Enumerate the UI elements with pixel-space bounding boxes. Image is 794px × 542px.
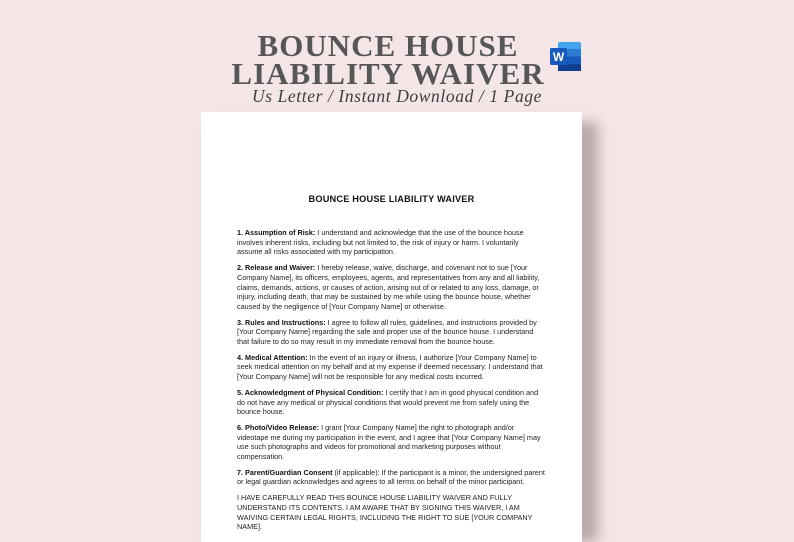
section-text: In the event of an injury or illness, I authorize [Your Company Name] to seek medical attention on my behalf and at my expense if deemed necessary. I understand that [Your Company Name] will not be responsible for any medical costs incurred.: [237, 352, 543, 382]
section-heading: 7. Parent/Guardian Consent: [237, 467, 333, 477]
section-heading: 3. Rules and Instructions:: [237, 317, 326, 327]
section-text: (if applicable): If the participant is a minor, the undersigned parent or legal guardian acknowledges and agrees to all terms on behalf of the minor participant.: [237, 467, 545, 487]
section-text: I hereby release, waive, discharge, and covenant not to sue [Your Company Name], its officers, employees, agents, and representatives from any and all liability, claims, demands, actions, or causes of action, arising out of or related to any loss, damage, or injury, including death, that may be sustained by me while using the bounce house, whether caused by the negligence of [Your Company Name] or otherwise.: [237, 263, 540, 311]
section-6: [237, 423, 546, 462]
section-3: [237, 318, 546, 347]
document-body: [237, 228, 546, 538]
section-heading: 6. Photo/Video Release:: [237, 422, 320, 432]
section-heading: 5. Acknowledgment of Physical Condition:: [237, 387, 384, 397]
section-heading: 1. Assumption of Risk:: [237, 228, 316, 237]
word-icon-letter: W: [552, 50, 565, 64]
section-text: I agree to follow all rules, guidelines, and instructions provided by [Your Company Name] regarding the safe and proper use of the bounce house. I understand that failure to do so may result in my immediate removal from the bounce house.: [237, 317, 537, 347]
section-heading: 4. Medical Attention:: [237, 352, 308, 362]
section-5: [237, 388, 546, 417]
section-text: I understand and acknowledge that the use of the bounce house involves inherent risks, including but not limited to, the risk of injury or harm. I voluntarily assume all risks associated with my participation.: [237, 228, 524, 257]
hero-subtitle: Us Letter / Instant Download / 1 Page: [251, 86, 543, 106]
closing-statement: I HAVE CAREFULLY READ THIS BOUNCE HOUSE LIABILITY WAIVER AND FULLY UNDERSTAND ITS CONTENTS. I AM AWARE THAT BY SIGNING THIS WAIVER, I AM WAIVING CERTAIN LEGAL RIGHTS, INCLUDING THE RIGHT TO SUE [YOUR COMPANY NAME].: [237, 493, 533, 532]
hero-title-line-2: LIABILITY WAIVER: [231, 56, 545, 91]
section-heading: 2. Release and Waiver:: [237, 263, 316, 273]
section-text: I certify that I am in good physical condition and do not have any medical or physical conditions that would prevent me from safely using the bounce house.: [237, 387, 539, 417]
document-page: [201, 112, 582, 542]
section-1: [237, 228, 546, 257]
microsoft-word-icon: [549, 41, 582, 72]
section-2: [237, 263, 546, 312]
section-4: [237, 353, 546, 382]
hero-title-line-1: BOUNCE HOUSE: [257, 28, 519, 63]
section-7: [237, 468, 546, 487]
document-title: BOUNCE HOUSE LIABILITY WAIVER: [308, 194, 475, 204]
section-text: I grant [Your Company Name] the right to photograph and/or videotape me during my participation in the event, and I agree that [Your Company Name] may use such photographs and videos for promotional and marketing purposes without compensation.: [237, 422, 541, 462]
